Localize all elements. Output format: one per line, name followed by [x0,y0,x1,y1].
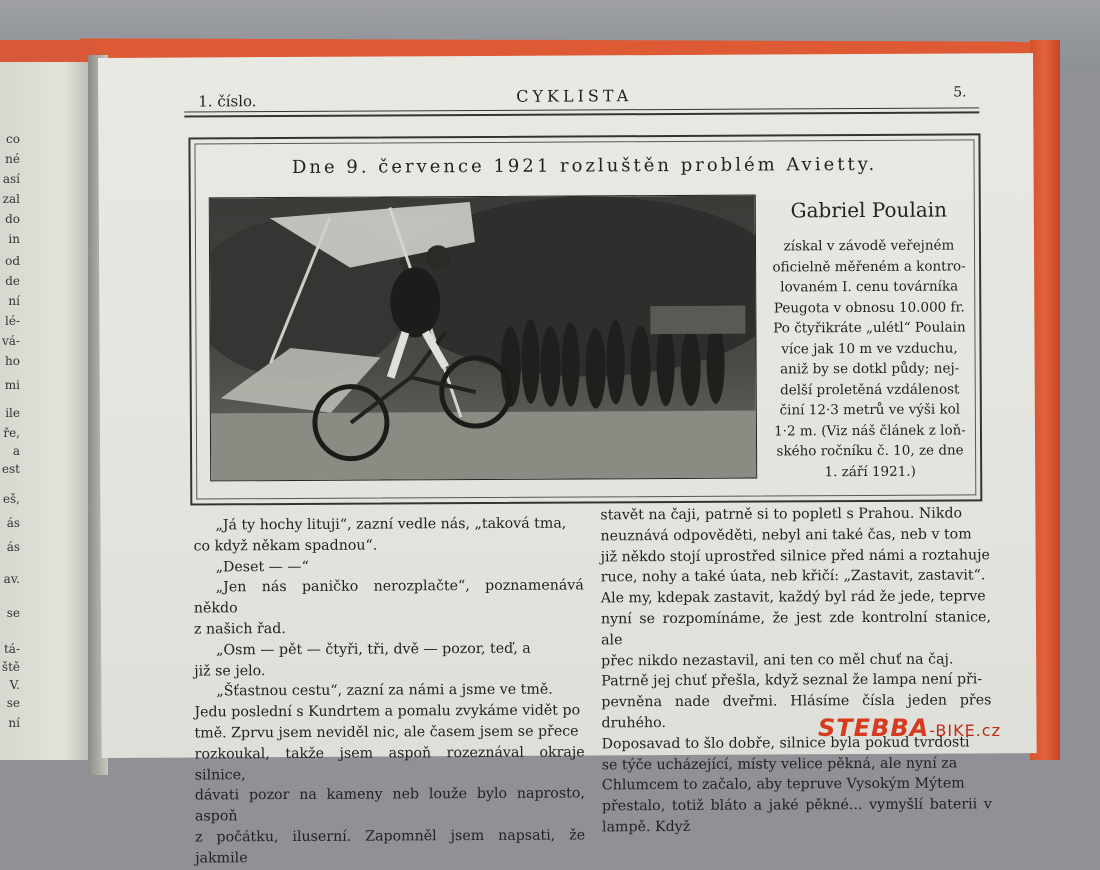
rider-caption: získal v závodě veřejném oficielně měřeném a kontro- lovaném I. cenu továrníka Peugota v obnosu 10.000 fr. Po čtyřikráte „ulétl“ Poulain více jak 10 m ve vzduchu, aniž by se dotkl půdy; nej- delší proletěná vzdálenost činí 12·3 metrů ve výši kol 1·2 m. (Viz náš článek z loň- ského ročníku č. 10, ze dne 1. září 1921.) [772,237,966,480]
photo-image [210,196,756,481]
left-page-fragment: ní [8,294,20,308]
left-page-fragment: ile [5,406,20,420]
rider-name: Gabriel Poulain [790,197,948,223]
left-page-fragment: a [12,444,20,458]
magazine-title: CYKLISTA [516,86,633,106]
left-page-fragment: se [6,696,20,710]
text-column-right: stavět na čaji, patrně si to popletl s Prahou. Nikdo neuznává odpověděti, nebyl ani také čas, neb v tom již někdo stojí uprostřed silnice před námi a roztahuje ruce, nohy a také úata, neb křičí: „Zastavit, zastavit“. Ale my, kdepak zastavit, každý byl rád že jede, teprve nyní se rozpomínáme, že jest zde kontrolní stanice, ale přec nikdo nezastavil, ani ten co měl chuť na čaj. Patrně jej chuť přešla, když seznal že lampa není při- pevněna nade dveřmi. Hlásíme čísla jeden přes druhého. Doposavad to šlo dobře, silnice byla pokud tvrdosti se týče ucházející, místy velice pěkná, ale nyní za Chlumcem to začalo, aby tepruve Vysokým Mýtem přestalo, totiž bláto a jaké pěkné... vymyšlí baterii v lampě. Když [600,505,992,836]
left-page-fragment: est [1,462,20,476]
header-rule-thick [184,111,979,117]
left-page-fragment: zal [2,192,20,206]
left-page-fragment: av. [3,572,20,586]
left-page-fragment: vá- [2,334,20,348]
left-page-fragment: ás [6,540,20,554]
left-page-fragment: ás [6,516,20,530]
magazine-page [98,53,1037,867]
left-page-fragment: mi [4,378,20,392]
left-page-fragment: od [5,254,20,268]
left-page-fragment: ho [5,354,20,368]
page-number: 5. [953,84,967,101]
left-page-fragment: ní [8,716,20,730]
feature-headline: Dne 9. července 1921 rozluštěn problém Avietty. [291,153,878,178]
watermark-logo: STEBBA-BIKE.cz [818,714,1001,742]
left-page-fragment: do [5,212,20,226]
left-page-fragment: in [8,232,20,246]
left-page-fragment: ště [1,660,20,674]
photo-cyclist-aviette [209,195,757,482]
left-page-fragment: co [6,132,20,146]
feature-box [188,133,982,505]
text-column-left: „Já ty hochy lituji“, zazní vedle nás, „taková tma, co když někam spadnou“. „Deset — —“ „Jen nás paničko nerozplačte“, poznamenává někdo z našich řad. „Osm — pět — čtyři, tři, dvě — pozor, teď, a již se jelo. „Šťastnou cestu“, zazní za námi a jsme ve tmě. Jedu poslední s Kundrtem a pomalu zvykáme vidět po tmě. Zprvu jsem neviděl nic, ale časem jsem se přece rozkoukal, takže jsem aspoň rozeznával okraje silnice, dávati pozor na kameny neb louže bylo naprosto, aspoň z počátku, iluserní. Zapomněl jsem napsati, že jakmile [193,515,586,867]
left-page-fragment: se [6,606,20,620]
left-page-fragment: lé- [5,314,20,328]
left-page-fragment: ře, [3,426,20,440]
left-page-fragment: V. [9,678,20,692]
left-page-fragment: eš, [2,492,20,506]
issue-number: 1. číslo. [198,92,257,111]
left-cover-top [0,40,95,62]
left-page-fragment: de [5,274,20,288]
left-page-fragment: tá- [3,642,20,656]
left-page-fragment: así [2,172,20,186]
left-page-fragment: né [5,152,20,166]
